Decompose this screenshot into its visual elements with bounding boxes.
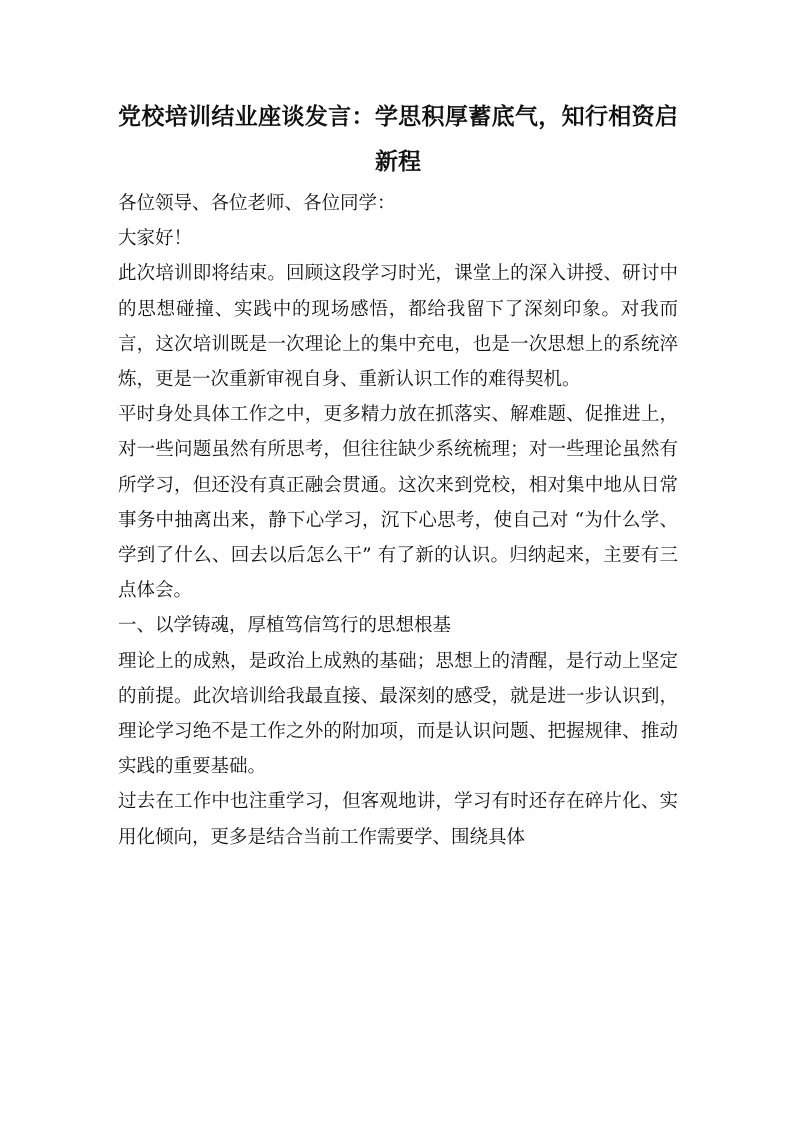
greeting: 大家好！ xyxy=(118,228,193,250)
document-title: 党校培训结业座谈发言：学思积厚蓄底气，知行相资启新程 xyxy=(118,103,678,175)
paragraph-3: 理论上的成熟，是政治上成熟的基础；思想上的清醒，是行动上坚定的前提。此次培训给我最直接、最深刻的感受，就是进一步认识到，理论学习绝不是工作之外的附加项，而是认识问题、把握规律、推动实践的重要基础。 xyxy=(118,650,678,778)
paragraph-1: 此次培训即将结束。回顾这段学习时光，课堂上的深入讲授、研讨中的思想碰撞、实践中的现场感悟，都给我留下了深刻印象。对我而言，这次培训既是一次理论上的集中充电，也是一次思想上的系统淬炼，更是一次重新审视自身、重新认识工作的难得契机。 xyxy=(118,263,678,391)
paragraph-4: 过去在工作中也注重学习，但客观地讲，学习有时还存在碎片化、实用化倾向，更多是结合当前工作需要学、围绕具体 xyxy=(118,791,678,848)
paragraph-2: 平时身处具体工作之中，更多精力放在抓落实、解难题、促推进上，对一些问题虽然有所思考，但往往缺少系统梳理；对一些理论虽然有所学习，但还没有真正融会贯通。这次来到党校，相对集中地从日常事务中抽离出来，静下心学习，沉下心思考，使自己对 “为什么学、学到了什么、回去以后怎么干” 有了新的认识。归纳起来，主要有三点体会。 xyxy=(118,404,678,602)
document-page xyxy=(118,94,678,855)
salutation: 各位领导、各位老师、各位同学： xyxy=(118,193,396,214)
section-heading-1: 一、以学铸魂，厚植笃信笃行的思想根基 xyxy=(118,615,452,637)
